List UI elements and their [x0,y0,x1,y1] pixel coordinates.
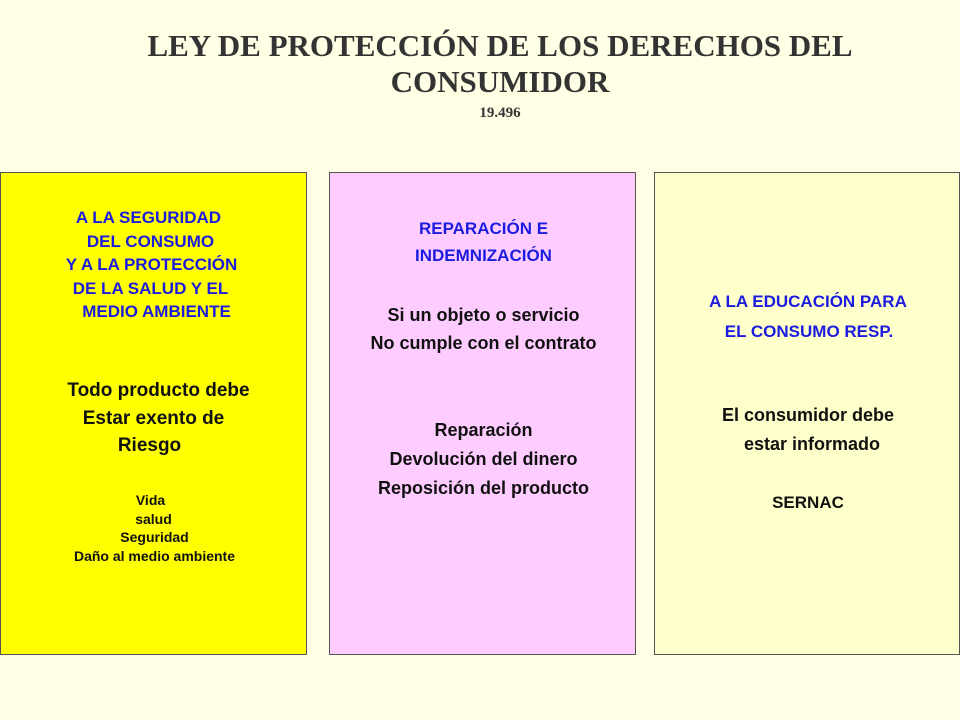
safety-item: Daño al medio ambiente [73,547,236,564]
safety-item: Vida [135,492,166,508]
repair-heading-line: REPARACIÓN E [418,219,549,238]
repair-remedy: Reposición del producto [377,478,589,498]
safety-statement-line: Riesgo [117,435,182,456]
education-heading [655,287,960,346]
repair-heading-line: INDEMNIZACIÓN [415,246,552,265]
repair-remedy: Devolución del dinero [389,449,578,469]
title-line-1: LEY DE PROTECCIÓN DE LOS DERECHOS DEL [147,28,853,63]
repair-right-box [329,172,636,655]
safety-item: salud [135,510,172,527]
repair-remedy: Reparación [434,420,533,440]
law-number: 19.496 [479,105,521,121]
organization-name: SERNAC [772,493,844,512]
repair-condition [330,301,637,357]
safety-items-list [1,491,308,565]
safety-heading-line: A LA SEGURIDAD [75,208,222,227]
education-right-box [654,172,960,655]
education-heading-line: EL CONSUMO RESP. [724,321,894,341]
title-line-2: CONSUMIDOR [390,64,610,99]
safety-statement [1,377,308,460]
repair-condition-line: Si un objeto o servicio [387,305,580,325]
repair-heading [330,215,637,269]
safety-heading-line: DEL CONSUMO [86,231,215,251]
safety-heading-line: MEDIO AMBIENTE [82,302,231,321]
safety-heading-line: DE LA SALUD Y EL [72,278,229,298]
safety-right-box [0,172,307,655]
repair-remedies-list [330,416,637,503]
safety-statement-line: Estar exento de [82,407,225,429]
page-title [60,28,940,122]
safety-heading-line: Y A LA PROTECCIÓN [65,255,238,274]
education-statement-line: estar informado [743,434,881,454]
education-heading-line: A LA EDUCACIÓN PARA [709,292,907,311]
safety-heading [1,206,308,324]
education-statement [655,401,960,459]
repair-condition-line: No cumple con el contrato [370,333,597,353]
education-organization [655,491,960,515]
safety-statement-line: Todo producto debe [67,380,250,401]
safety-item: Seguridad [120,529,189,545]
education-statement-line: El consumidor debe [721,405,895,425]
